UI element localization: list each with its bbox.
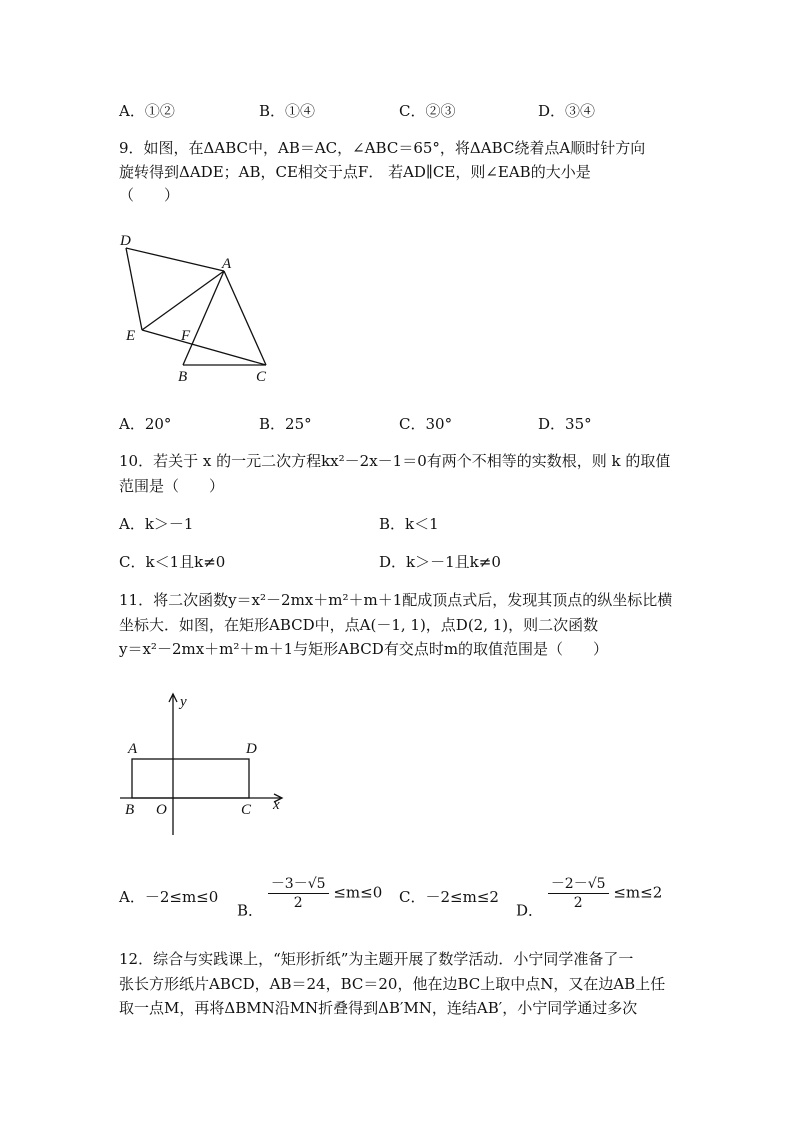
q12-stem-line3: 取一点M，再将ΔBMN沿MN折叠得到ΔB′MN，连结AB′，小宁同学通过多次: [119, 999, 638, 1017]
q11-option-b-numerator: －3－√5: [268, 875, 329, 894]
label-x: x: [273, 797, 280, 813]
q11-option-a: A．－2≤m≤0: [119, 888, 219, 906]
q10-option-b: B．k＜1: [379, 515, 439, 533]
q11-option-b: [237, 875, 382, 922]
q8-option-b: B．①④: [259, 102, 316, 120]
q9-option-b: B．25°: [259, 415, 312, 433]
label-B: B: [178, 369, 188, 385]
q11-option-d-fraction: [548, 875, 609, 912]
q8-option-a: A．①②: [119, 102, 175, 120]
segment-AC: [224, 271, 266, 365]
q11-option-d-prefix: D．: [516, 901, 544, 920]
q11-option-d: [516, 875, 662, 922]
q10-option-d: D．k＞－1且k≠0: [379, 553, 501, 571]
q12-stem-line2: 张长方形纸片ABCD，AB＝24，BC＝20，他在边BC上取中点N，又在边AB上任: [119, 975, 666, 993]
label-A: A: [222, 256, 232, 272]
label-y: y: [180, 694, 187, 710]
q9-option-d: D．35°: [538, 415, 592, 433]
q11-coordinate-figure: [110, 690, 300, 840]
label-O: O: [156, 802, 167, 818]
q8-option-d: D．③④: [538, 102, 596, 120]
label-C: C: [241, 802, 252, 818]
rectangle-ABCD: [132, 759, 249, 798]
q8-option-c: C．②③: [399, 102, 456, 120]
label-D: D: [120, 233, 131, 249]
q11-stem-line3: y＝x²－2mx＋m²＋m＋1与矩形ABCD有交点时m的取值范围是（ ）: [119, 640, 609, 658]
q11-option-b-suffix: ≤m≤0: [333, 883, 383, 902]
q11-option-b-fraction: [268, 875, 329, 912]
q9-stem-line3: （ ）: [119, 186, 180, 204]
q10-option-a: A．k＞－1: [119, 515, 194, 533]
q11-stem-line1: 11．将二次函数y＝x²－2mx＋m²＋m＋1配成顶点式后，发现其顶点的纵坐标比横: [119, 591, 673, 609]
q9-stem-line1: 9．如图，在ΔABC中，AB＝AC，∠ABC＝65°，将ΔABC绕着点A顺时针方向: [119, 139, 646, 157]
q9-option-a: A．20°: [119, 415, 172, 433]
segment-DE: [126, 248, 142, 330]
q11-option-d-suffix: ≤m≤2: [613, 883, 663, 902]
label-D: D: [246, 741, 257, 757]
q10-stem-line2: 范围是（ ）: [119, 477, 225, 495]
q11-option-b-prefix: B．: [237, 901, 264, 920]
q11-option-d-numerator: －2－√5: [548, 875, 609, 894]
label-B: B: [125, 802, 135, 818]
q9-stem-line2: 旋转得到ΔADE；AB，CE相交于点F． 若AD∥CE，则∠EAB的大小是: [119, 163, 591, 181]
q11-option-b-denominator: 2: [293, 895, 303, 911]
label-E: E: [126, 328, 136, 344]
label-F: F: [181, 328, 191, 344]
q9-option-c: C．30°: [399, 415, 453, 433]
q9-triangle-figure: [110, 228, 290, 388]
label-A: A: [128, 741, 138, 757]
q10-stem-line1: 10．若关于 x 的一元二次方程kx²－2x－1＝0有两个不相等的实数根，则 k 的取值: [119, 452, 671, 470]
segment-DA: [126, 248, 224, 271]
q10-option-c: C．k＜1且k≠0: [119, 553, 226, 571]
segment-EC: [142, 330, 266, 365]
q11-option-c: C．－2≤m≤2: [399, 888, 499, 906]
q12-stem-line1: 12．综合与实践课上，“矩形折纸”为主题开展了数学活动．小宁同学准备了一: [119, 950, 634, 968]
q11-stem-line2: 坐标大．如图，在矩形ABCD中，点A(－1, 1)，点D(2, 1)，则二次函数: [119, 616, 599, 634]
q11-option-d-denominator: 2: [573, 895, 583, 911]
label-C: C: [256, 369, 267, 385]
